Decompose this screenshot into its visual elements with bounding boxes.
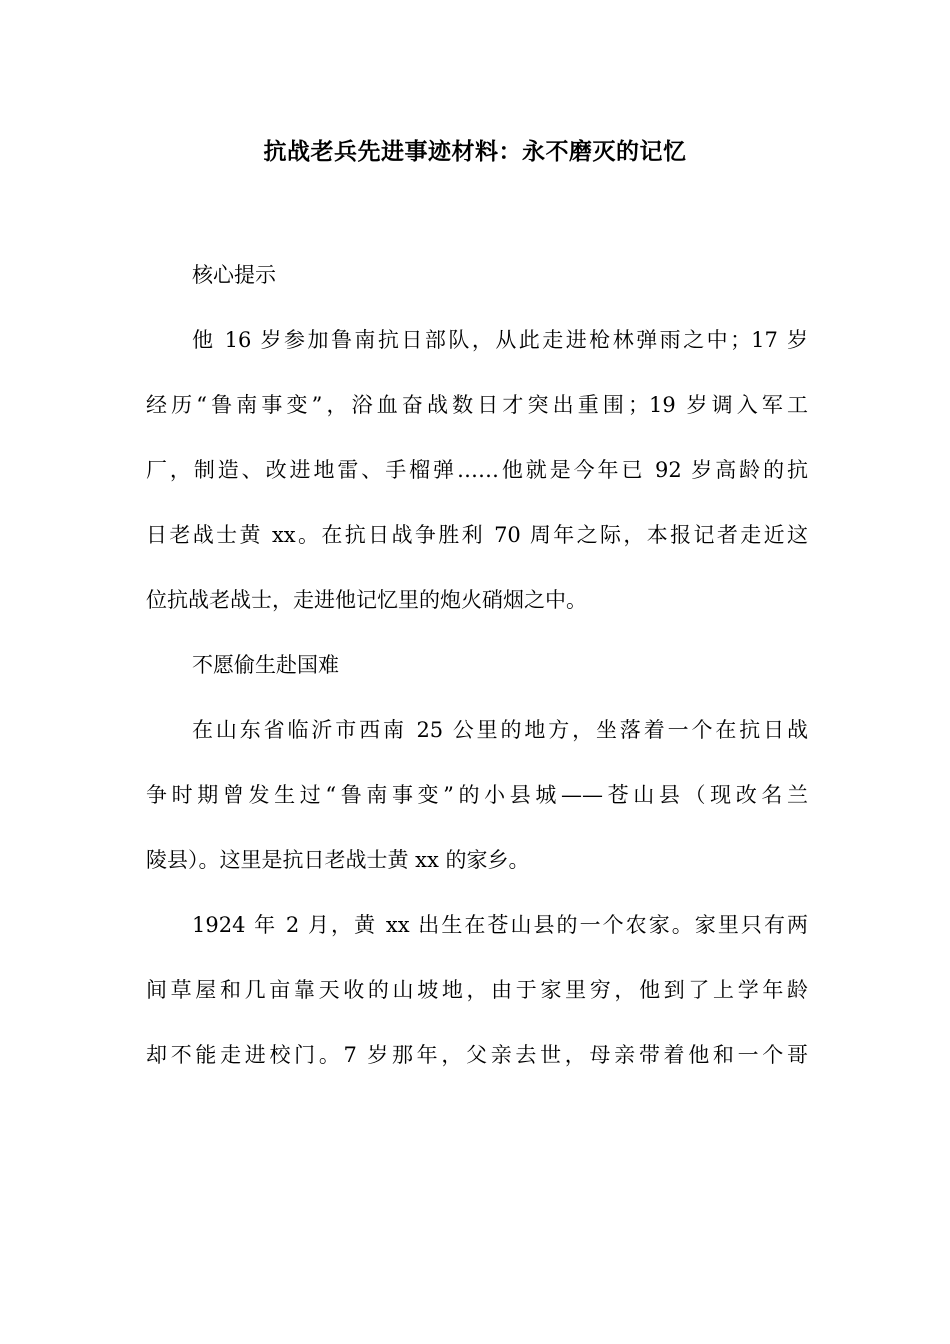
- section-heading-national-crisis: 不愿偷生赴国难: [192, 653, 339, 677]
- paragraph-line: 位抗战老战士，走进他记忆里的炮火硝烟之中。: [146, 588, 587, 612]
- paragraph-line: 经历“鲁南事变”，浴血奋战数日才突出重围；19 岁调入军工: [146, 393, 808, 417]
- paragraph-line: 厂，制造、改进地雷、手榴弹……他就是今年已 92 岁高龄的抗: [146, 458, 808, 482]
- paragraph-line: 陵县）。这里是抗日老战士黄 xx 的家乡。: [146, 848, 530, 872]
- document-body: [146, 253, 808, 1098]
- paragraph-line: 1924 年 2 月，黄 xx 出生在苍山县的一个农家。家里只有两: [192, 913, 808, 937]
- paragraph-line: 日老战士黄 xx。在抗日战争胜利 70 周年之际，本报记者走近这: [146, 523, 808, 547]
- paragraph-line: 争时期曾发生过“鲁南事变”的小县城——苍山县（现改名兰: [146, 783, 808, 807]
- document-title: 抗战老兵先进事迹材料：永不磨灭的记忆: [263, 139, 687, 165]
- paragraph-line: 间草屋和几亩靠天收的山坡地，由于家里穷，他到了上学年龄: [146, 978, 808, 1002]
- paragraph-line: 他 16 岁参加鲁南抗日部队，从此走进枪林弹雨之中；17 岁: [192, 328, 808, 352]
- paragraph-line: 在山东省临沂市西南 25 公里的地方，坐落着一个在抗日战: [192, 718, 808, 742]
- paragraph-line: 却不能走进校门。7 岁那年，父亲去世，母亲带着他和一个哥: [146, 1043, 808, 1067]
- section-heading-core-tips: 核心提示: [192, 263, 276, 287]
